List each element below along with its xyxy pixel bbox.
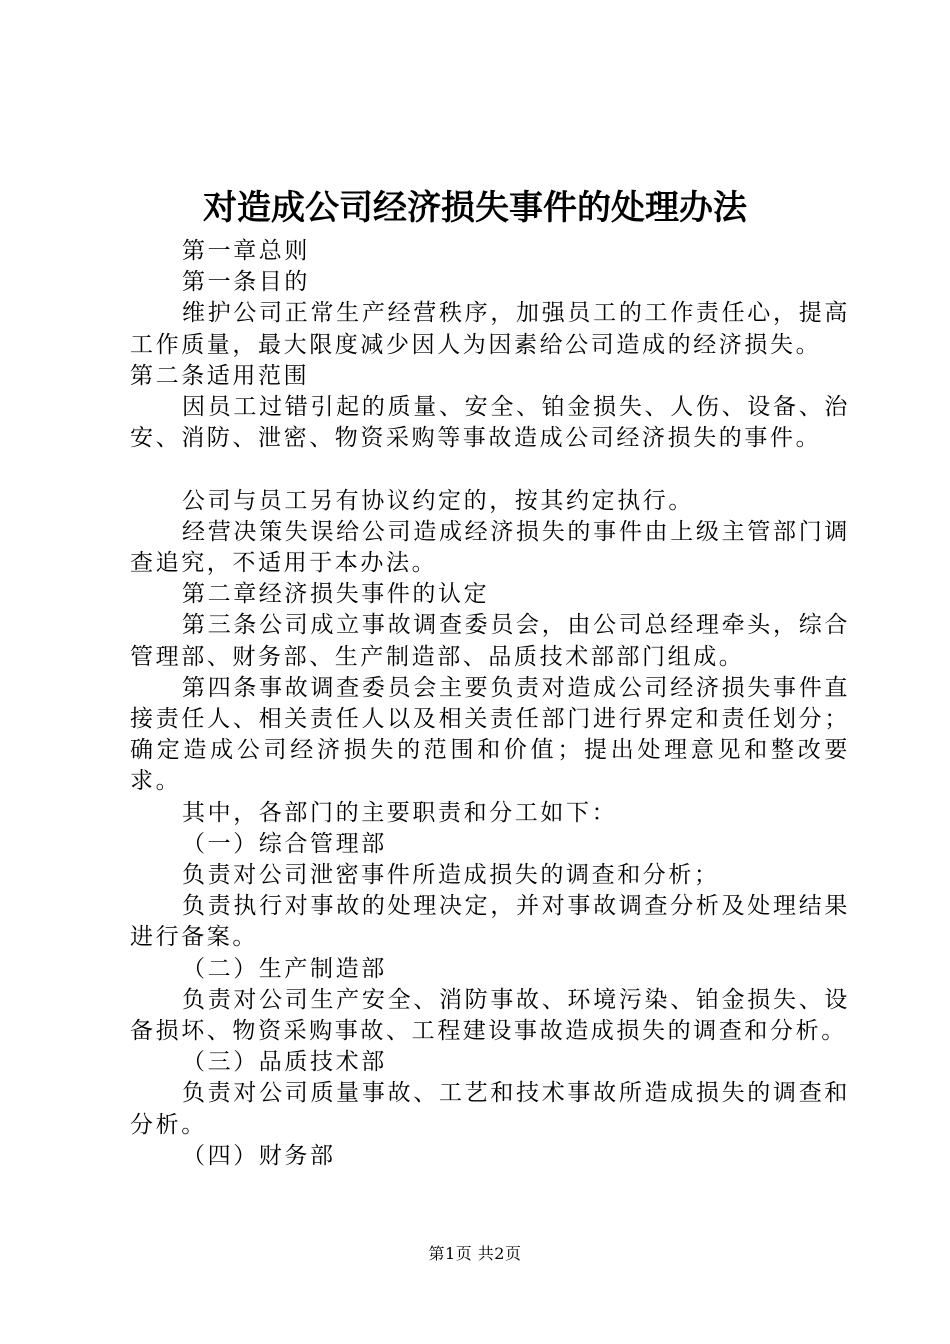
- article-heading: 第二条适用范围: [130, 362, 310, 389]
- paragraph: 公司与员工另有协议约定的，按其约定执行。: [182, 487, 694, 514]
- chapter-heading: 第二章经济损失事件的认定: [182, 581, 490, 608]
- paragraph: 经营决策失误给公司造成经济损失的事件由上级主管部门调查追究，不适用于本办法。: [130, 518, 850, 577]
- department-heading: （一）综合管理部: [182, 830, 387, 857]
- paragraph: 负责对公司生产安全、消防事故、环境污染、铂金损失、设备损坏、物资采购事故、工程建设事故造成损失的调查和分析。: [130, 986, 850, 1045]
- paragraph: 其中，各部门的主要职责和分工如下：: [182, 799, 618, 826]
- paragraph: 负责对公司泄密事件所造成损失的调查和分析；: [182, 862, 720, 889]
- department-heading: （三）品质技术部: [182, 1049, 387, 1076]
- paragraph: 维护公司正常生产经营秩序，加强员工的工作责任心，提高工作质量，最大限度减少因人为因素给公司造成的经济损失。: [130, 300, 850, 358]
- article-paragraph: 第三条公司成立事故调查委员会，由公司总经理牵头，综合管理部、财务部、生产制造部、品质技术部部门组成。: [130, 612, 850, 670]
- document-body: [130, 236, 850, 1172]
- department-heading: （二）生产制造部: [182, 955, 387, 982]
- blank-line: [130, 454, 850, 485]
- paragraph: 负责执行对事故的处理决定，并对事故调查分析及处理结果进行备案。: [130, 893, 850, 951]
- page-footer: 第1页 共2页: [428, 1244, 522, 1263]
- article-paragraph: 第四条事故调查委员会主要负责对造成公司经济损失事件直接责任人、相关责任人以及相关责任部门进行界定和责任划分；确定造成公司经济损失的范围和价值；提出处理意见和整改要求。: [130, 674, 850, 795]
- paragraph: 因员工过错引起的质量、安全、铂金损失、人伤、设备、治安、消防、泄密、物资采购等事故造成公司经济损失的事件。: [130, 394, 850, 452]
- chapter-heading: 第一章总则: [182, 238, 310, 264]
- paragraph: 负责对公司质量事故、工艺和技术事故所造成损失的调查和分析。: [130, 1080, 850, 1138]
- document-title: 对造成公司经济损失事件的处理办法: [203, 188, 747, 228]
- department-heading: （四）财务部: [182, 1142, 336, 1169]
- article-heading: 第一条目的: [182, 269, 310, 296]
